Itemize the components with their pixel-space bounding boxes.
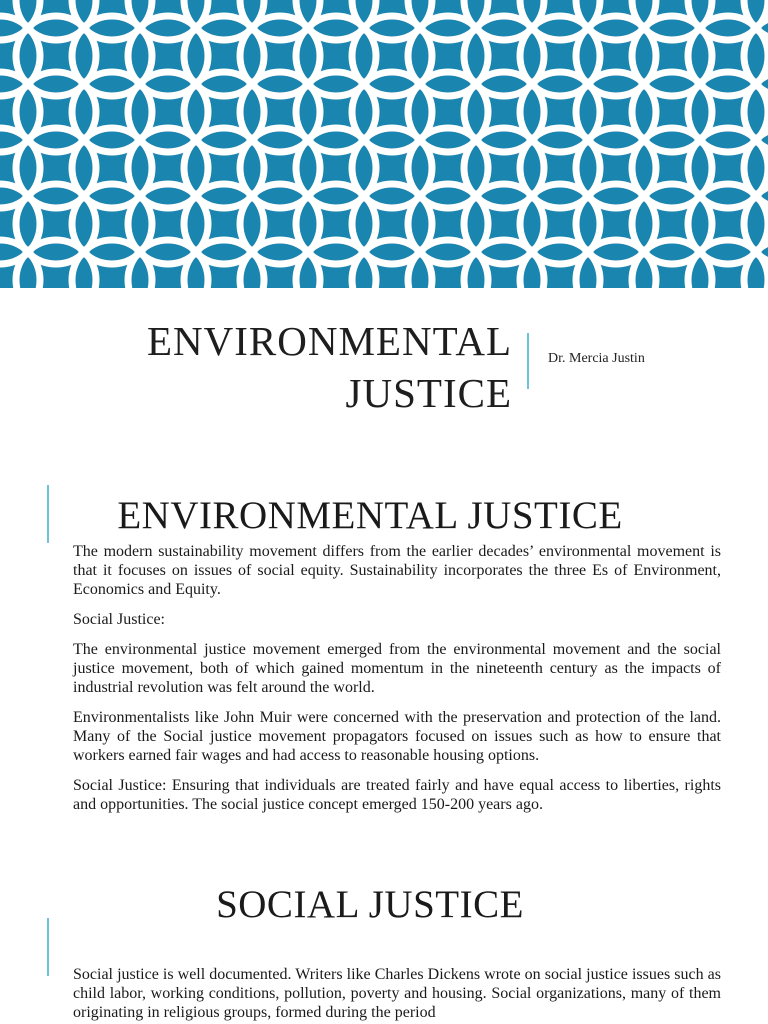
title-line-2: JUSTICE [345, 370, 512, 416]
title-divider [527, 333, 529, 389]
slide-environmental-justice [0, 423, 768, 823]
paragraph: Social justice is well documented. Writers like Charles Dickens wrote on social justice issues such as child labor, working conditions, pollution, poverty and housing. Social organizations, many of them originating in religious groups, formed during the period [73, 966, 721, 1021]
presentation-title [0, 315, 512, 419]
title-slide [0, 0, 768, 423]
slide-body [73, 542, 721, 823]
paragraph: Environmentalists like John Muir were concerned with the preservation and protection of the land. Many of the Social justice movement propagators focused on issues such as how to ensure that workers earned fair wages and had access to reasonable housing options. [73, 709, 721, 764]
slide-heading: SOCIAL JUSTICE [216, 883, 524, 926]
slide-heading: ENVIRONMENTAL JUSTICE [117, 494, 623, 537]
paragraph: The environmental justice movement emerged from the environmental movement and the social justice movement, both of which gained momentum in the nineteenth century as the impacts of industrial revolution was felt around the world. [73, 641, 721, 696]
slide-social-justice [0, 823, 768, 1024]
paragraph: The modern sustainability movement differs from the earlier decades’ environmental movement is that it focuses on issues of social equity. Sustainability incorporates the three Es of Environment, Economics and Equity. [73, 543, 721, 598]
paragraph: Social Justice: [73, 611, 165, 628]
slide-body [73, 965, 721, 1024]
title-line-1: ENVIRONMENTAL [146, 318, 512, 364]
circle-lattice-pattern [0, 0, 768, 288]
paragraph: Social Justice: Ensuring that individuals are treated fairly and have equal access to liberties, rights and opportunities. The social justice concept emerged 150-200 years ago. [73, 777, 721, 813]
pattern-rings [0, 0, 768, 288]
presenter-name: Dr. Mercia Justin [548, 351, 645, 366]
